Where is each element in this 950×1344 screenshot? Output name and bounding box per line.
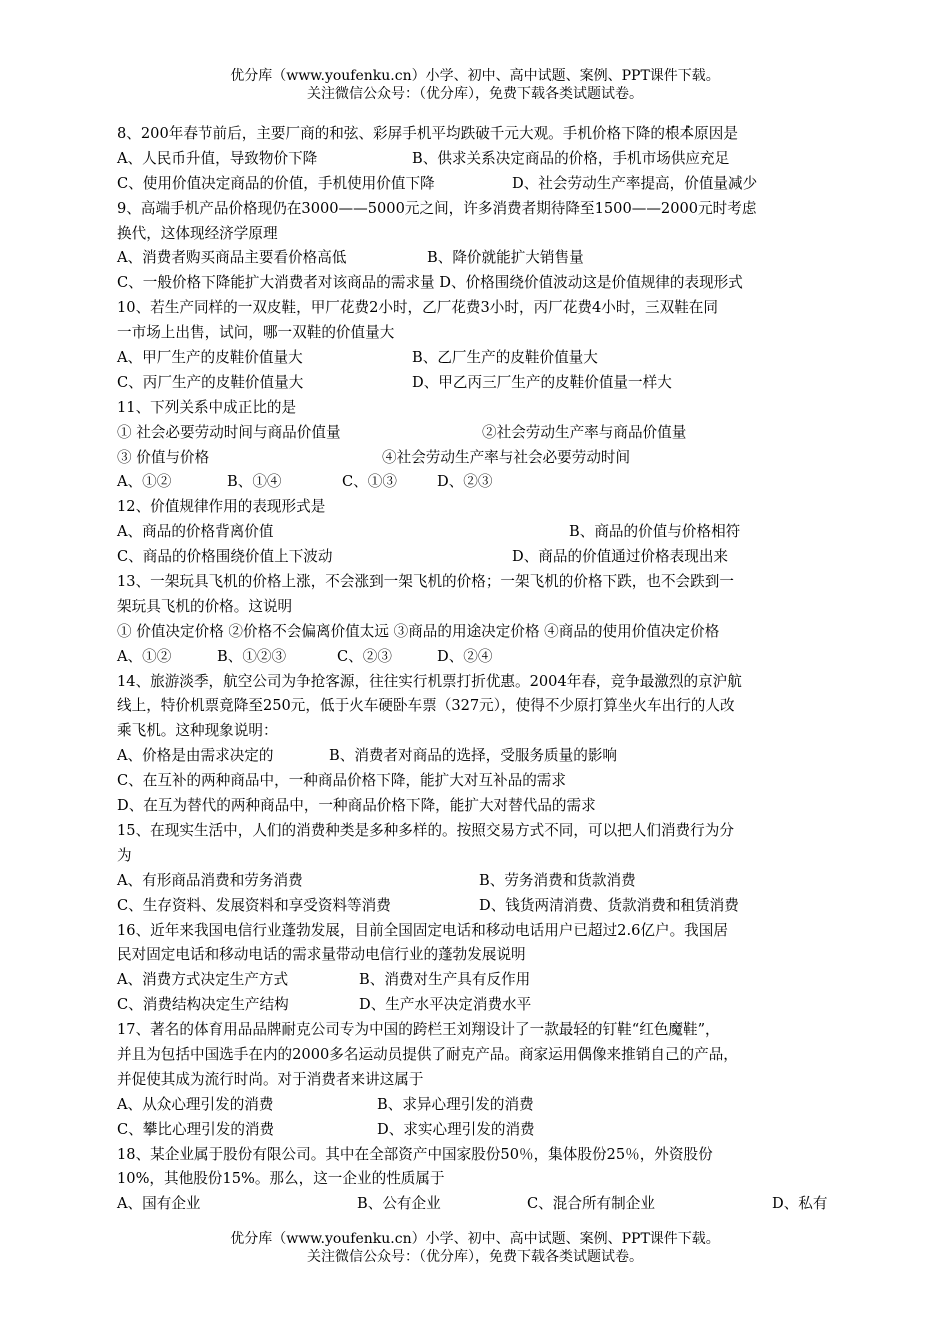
q11-option-d: D、②③ — [437, 473, 493, 491]
q11-options — [117, 470, 837, 495]
q11-option-c: C、①③ — [342, 473, 397, 491]
q14-stem-line3: 乘飞机。这种现象说明： — [117, 722, 278, 740]
q8-stem-emphasis: 根本 • • — [665, 125, 694, 142]
question-content — [117, 122, 837, 1217]
q16-option-c: C、消费结构决定生产结构 — [117, 996, 289, 1014]
q16-options-ab — [117, 968, 837, 993]
q11-item-2: ②社会劳动生产率与商品价值量 — [482, 423, 687, 441]
q17-option-a: A、从众心理引发的消费 — [117, 1095, 274, 1113]
q9-stem-line2: 换代，这体现经济学原理 — [117, 224, 278, 242]
q12-stem: 12、价值规律作用的表现形式是 — [117, 498, 326, 516]
q15-option-a: A、有形商品消费和劳务消费 — [117, 871, 303, 889]
q11-item-3: ③ 价值与价格 — [117, 448, 210, 466]
q13-option-a: A、①② — [117, 647, 172, 665]
q17-stem-line2: 并且为包括中国选手在内的2000多名运动员提供了耐克产品。商家运用偶像来推销自己的产品， — [117, 1045, 738, 1063]
q10-options-cd — [117, 371, 837, 396]
q13-options — [117, 645, 837, 670]
q9-option-a: A、消费者购买商品主要看价格高低 — [117, 249, 347, 267]
q12-option-c: C、商品的价格围绕价值上下波动 — [117, 548, 333, 566]
q17-option-d: D、求实心理引发的消费 — [377, 1120, 535, 1138]
q10-option-c: C、丙厂生产的皮鞋价值量大 — [117, 373, 304, 391]
header-line-2: 关注微信公众号：（优分库），免费下载各类试题试卷。 — [307, 86, 643, 102]
q14-option-c: C、在互补的两种商品中，一种商品价格下降，能扩大对互补品的需求 — [117, 772, 566, 790]
q11-option-a: A、①② — [117, 473, 172, 491]
q8-stem: 8、200年春节前后，主要厂商的和弦、彩屏手机平均跌破千元大观。手机价格下降的根本 • •原因是 — [117, 122, 837, 147]
q13-stem-line1: 13、一架玩具飞机的价格上涨，不会涨到一架飞机的价格；一架飞机的价格下跌，也不会跌到一 — [117, 573, 734, 591]
q9-options-cd: C、一般价格下降能扩大消费者对该商品的需求量 D、价格围绕价值波动这是价值规律的表现形式 — [117, 274, 743, 292]
q16-options-cd — [117, 993, 837, 1018]
q8-option-c: C、使用价值决定商品的价值，手机使用价值下降 — [117, 174, 435, 192]
q15-options-ab — [117, 869, 837, 894]
q11-item-4: ④社会劳动生产率与社会必要劳动时间 — [382, 448, 631, 466]
q14-stem-line1: 14、旅游淡季，航空公司为争抢客源，往往实行机票打折优惠。2004年春，竞争最激烈的京沪航 — [117, 672, 742, 690]
q12-option-a: A、商品的价格背离价值 — [117, 523, 274, 541]
header-line-1: 优分库（www.youfenku.cn）小学、初中、高中试题、案例、PPT课件下载。 — [230, 68, 720, 84]
q9-stem-line1: 9、高端手机产品价格现仍在3000——5000元之间，许多消费者期待降至1500——2000元时考虑 — [117, 199, 757, 217]
q14-options-ab — [117, 744, 837, 769]
q11-option-b: B、①④ — [227, 473, 282, 491]
footer-line-2: 关注微信公众号：（优分库），免费下载各类试题试卷。 — [307, 1249, 643, 1265]
q8-option-d: D、社会劳动生产率提高，价值量减少 — [512, 174, 758, 192]
q10-option-d: D、甲乙丙三厂生产的皮鞋价值量一样大 — [412, 373, 672, 391]
q17-option-b: B、求异心理引发的消费 — [377, 1095, 534, 1113]
q13-option-d: D、②④ — [437, 647, 493, 665]
q12-options-cd — [117, 545, 837, 570]
q17-stem-line3: 并促使其成为流行时尚。对于消费者来讲这属于 — [117, 1070, 424, 1088]
q13-option-c: C、②③ — [337, 647, 392, 665]
page-header — [0, 67, 950, 103]
q14-option-b: B、消费者对商品的选择，受服务质量的影响 — [329, 747, 618, 765]
q15-stem-line2: 为 — [117, 846, 132, 864]
q11-stem: 11、下列关系中成正比的是 — [117, 398, 297, 416]
q16-stem-line1: 16、近年来我国电信行业蓬勃发展，目前全国固定电话和移动电话用户已超过2.6亿户。我国居 — [117, 921, 728, 939]
q8-option-a: A、人民币升值，导致物价下降 — [117, 149, 318, 167]
q11-items-12 — [117, 421, 837, 446]
q16-option-b: B、消费对生产具有反作用 — [359, 971, 531, 989]
page-footer — [0, 1230, 950, 1266]
q8-options-ab — [117, 147, 837, 172]
q15-option-c: C、生存资料、发展资料和享受资料等消费 — [117, 896, 391, 914]
q9-option-b: B、降价就能扩大销售量 — [427, 249, 584, 267]
q15-option-d: D、钱货两清消费、货款消费和租赁消费 — [479, 896, 739, 914]
q10-stem-line2: 一市场上出售，试问，哪一双鞋的价值量大 — [117, 324, 395, 342]
q11-items-34 — [117, 446, 837, 471]
q8-options-cd — [117, 172, 837, 197]
q10-options-ab — [117, 346, 837, 371]
q10-option-b: B、乙厂生产的皮鞋价值量大 — [412, 349, 598, 367]
q17-options-ab — [117, 1093, 837, 1118]
q12-option-b: B、商品的价值与价格相符 — [569, 523, 741, 541]
q16-option-a: A、消费方式决定生产方式 — [117, 971, 289, 989]
q17-options-cd — [117, 1118, 837, 1143]
footer-line-1: 优分库（www.youfenku.cn）小学、初中、高中试题、案例、PPT课件下载。 — [230, 1231, 720, 1247]
q14-option-d: D、在互为替代的两种商品中，一种商品价格下降，能扩大对替代品的需求 — [117, 797, 596, 815]
q17-option-c: C、攀比心理引发的消费 — [117, 1120, 275, 1138]
q15-options-cd — [117, 894, 837, 919]
q13-option-b: B、①②③ — [217, 647, 287, 665]
q18-options — [117, 1192, 837, 1217]
q15-option-b: B、劳务消费和货款消费 — [479, 871, 636, 889]
q18-option-b: B、公有企业 — [357, 1195, 441, 1213]
q18-stem-line2: 10%，其他股份15%。那么，这一企业的性质属于 — [117, 1170, 445, 1188]
q13-stem-line2: 架玩具飞机的价格。这说明 — [117, 597, 293, 615]
q17-stem-line1: 17、著名的体育用品品牌耐克公司专为中国的跨栏王刘翔设计了一款最轻的钉鞋“红色魔鞋”， — [117, 1021, 720, 1039]
q8-option-b: B、供求关系决定商品的价格，手机市场供应充足 — [412, 149, 730, 167]
q18-option-a: A、国有企业 — [117, 1195, 201, 1213]
q14-option-a: A、价格是由需求决定的 — [117, 747, 274, 765]
q16-stem-line2: 民对固定电话和移动电话的需求量带动电信行业的蓬勃发展说明 — [117, 946, 526, 964]
q12-options-ab — [117, 520, 837, 545]
q18-stem-line1: 18、某企业属于股份有限公司。其中在全部资产中国家股份50％，集体股份25％，外资股份 — [117, 1145, 713, 1163]
q18-option-c: C、混合所有制企业 — [527, 1195, 655, 1213]
q16-option-d: D、生产水平决定消费水平 — [359, 996, 532, 1014]
q9-options-ab — [117, 246, 837, 271]
q10-stem-line1: 10、若生产同样的一双皮鞋，甲厂花费2小时，乙厂花费3小时，丙厂花费4小时，三双鞋在同 — [117, 299, 718, 317]
q13-items: ① 价值决定价格 ②价格不会偏离价值太远 ③商品的用途决定价格 ④商品的使用价值决定价格 — [117, 622, 720, 640]
q14-stem-line2: 线上，特价机票竟降至250元，低于火车硬卧车票（327元），使得不少原打算坐火车出行的人改 — [117, 697, 735, 715]
q11-item-1: ① 社会必要劳动时间与商品价值量 — [117, 423, 341, 441]
q12-option-d: D、商品的价值通过价格表现出来 — [512, 548, 729, 566]
q18-option-d: D、私有 — [772, 1195, 828, 1213]
q15-stem-line1: 15、在现实生活中，人们的消费种类是多种多样的。按照交易方式不同，可以把人们消费行为分 — [117, 821, 734, 839]
q10-option-a: A、甲厂生产的皮鞋价值量大 — [117, 349, 303, 367]
